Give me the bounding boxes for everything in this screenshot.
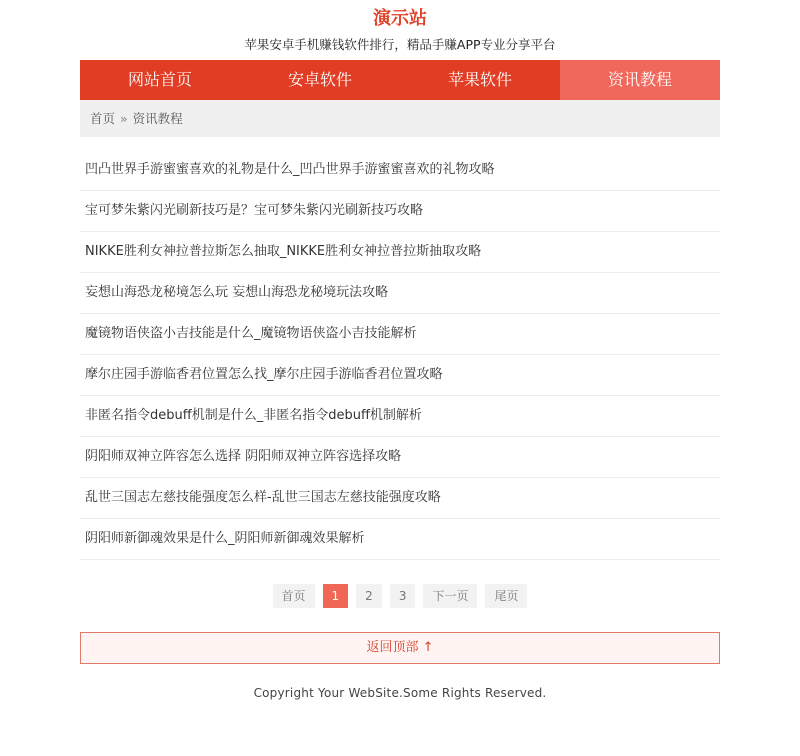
pagination-page-3[interactable]: 3 [390, 584, 416, 608]
pagination-page-1[interactable]: 1 [323, 584, 349, 608]
article-link[interactable]: 乱世三国志左慈技能强度怎么样-乱世三国志左慈技能强度攻略 [80, 478, 720, 519]
nav-item-home[interactable]: 网站首页 [127, 70, 192, 89]
breadcrumb-current: 资讯教程 [132, 111, 183, 126]
article-link[interactable]: 阴阳师新御魂效果是什么_阴阳师新御魂效果解析 [80, 519, 720, 560]
back-to-top-button[interactable]: 返回顶部 ↑ [80, 632, 720, 664]
nav-item-android-software[interactable]: 安卓软件 [287, 70, 352, 89]
site-title[interactable]: 演示站 [373, 8, 427, 29]
pagination-last-button[interactable]: 尾页 [485, 584, 527, 608]
article-link[interactable]: NIKKE胜利女神拉普拉斯怎么抽取_NIKKE胜利女神拉普拉斯抽取攻略 [80, 232, 720, 273]
pagination [80, 584, 720, 608]
nav-item-news-tutorials[interactable]: 资讯教程 [560, 60, 720, 100]
article-link[interactable]: 阴阳师双神立阵容怎么选择 阴阳师双神立阵容选择攻略 [80, 437, 720, 478]
breadcrumb-home-link[interactable]: 首页 [90, 111, 116, 126]
article-link[interactable]: 妄想山海恐龙秘境怎么玩 妄想山海恐龙秘境玩法攻略 [80, 273, 720, 314]
pagination-next-button[interactable]: 下一页 [423, 584, 477, 608]
breadcrumb [80, 100, 720, 137]
article-list [80, 150, 720, 560]
main-nav [80, 60, 720, 100]
nav-item-apple-software[interactable]: 苹果软件 [447, 70, 512, 89]
site-subtitle: 苹果安卓手机赚钱软件排行，精品手赚APP专业分享平台 [244, 37, 556, 52]
pagination-page-2[interactable]: 2 [356, 584, 382, 608]
article-link[interactable]: 凹凸世界手游蜜蜜喜欢的礼物是什么_凹凸世界手游蜜蜜喜欢的礼物攻略 [80, 150, 720, 191]
breadcrumb-separator: » [120, 111, 128, 126]
article-link[interactable]: 非匿名指令debuff机制是什么_非匿名指令debuff机制解析 [80, 396, 720, 437]
article-link[interactable]: 摩尔庄园手游临香君位置怎么找_摩尔庄园手游临香君位置攻略 [80, 355, 720, 396]
article-link[interactable]: 魔镜物语侠盗小吉技能是什么_魔镜物语侠盗小吉技能解析 [80, 314, 720, 355]
page-container [80, 0, 720, 700]
pagination-first-button[interactable]: 首页 [273, 584, 315, 608]
footer-copyright: Copyright Your WebSite.Some Rights Reserved. [253, 686, 547, 700]
article-link[interactable]: 宝可梦朱紫闪光刷新技巧是？宝可梦朱紫闪光刷新技巧攻略 [80, 191, 720, 232]
